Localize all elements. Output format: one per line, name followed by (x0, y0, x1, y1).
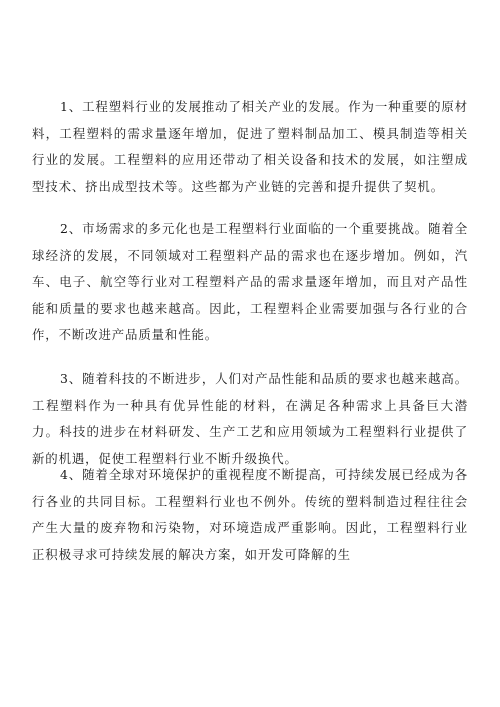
paragraph-1: 1、工程塑料行业的发展推动了相关产业的发展。作为一种重要的原材料，工程塑料的需求量逐年增加，促进了塑料制品加工、模具制造等相关行业的发展。工程塑料的应用还带动了相关设备和技术的发展，如注塑成型技术、挤出成型技术等。这些都为产业链的完善和提升提供了契机。 (32, 99, 468, 194)
paragraph-4: 4、随着全球对环境保护的重视程度不断提高，可持续发展已经成为各行各业的共同目标。工程塑料行业也不例外。传统的塑料制造过程往往会产生大量的废弃物和污染物，对环境造成严重影响。因此，工程塑料行业正积极寻求可持续发展的解决方案，如开发可降解的生 (32, 467, 468, 562)
paragraph-2: 2、市场需求的多元化也是工程塑料行业面临的一个重要挑战。随着全球经济的发展，不同领域对工程塑料产品的需求也在逐步增加。例如，汽车、电子、航空等行业对工程塑料产品的需求量逐年增加，而且对产品性能和质量的要求也越来越高。因此，工程塑料企业需要加强与各行业的合作，不断改进产品质量和性能。 (32, 221, 468, 342)
paragraph-3: 3、随着科技的不断进步，人们对产品性能和品质的要求也越来越高。工程塑料作为一种具有优异性能的材料，在满足各种需求上具备巨大潜力。科技的进步在材料研发、生产工艺和应用领域为工程塑料行业提供了新的机遇，促使工程塑料行业不断升级换代。 (32, 371, 468, 466)
